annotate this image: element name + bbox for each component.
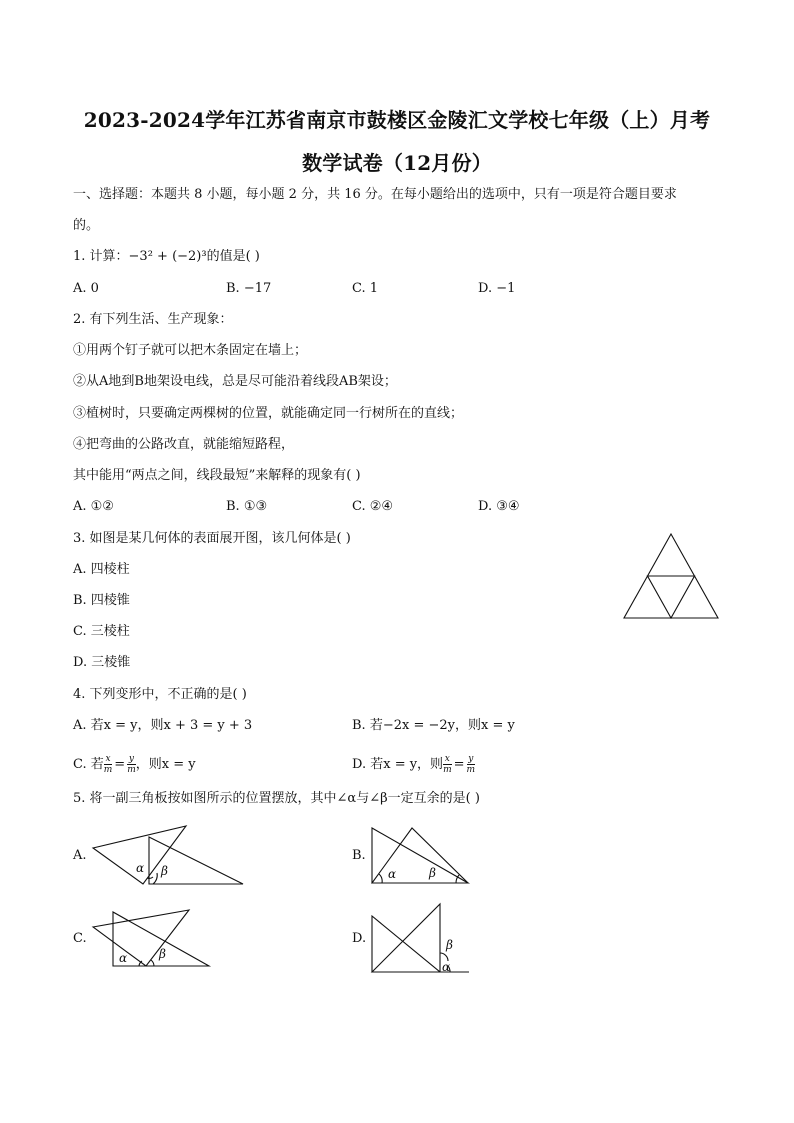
q4-option-d <box>352 754 475 775</box>
q3-option-a: A. 四棱柱 <box>73 562 130 577</box>
triangle-wide <box>93 910 189 966</box>
triangle-square-left <box>372 916 440 972</box>
q3-stem: 3. 如图是某几何体的表面展开图，该几何体是( ) <box>73 531 351 546</box>
q4-option-b: B. 若−2x = −2y，则x = y <box>352 718 515 733</box>
frac-numerator: x <box>105 754 111 764</box>
triangle-upright <box>93 826 186 884</box>
q1-option-d: D. −1 <box>478 281 516 296</box>
q4-d-prefix: D. 若x = y，则 <box>352 757 444 772</box>
beta-label: β <box>446 938 453 952</box>
q4-stem: 4. 下列变形中，不正确的是( ) <box>73 687 247 702</box>
beta-label: β <box>429 866 436 880</box>
q2-option-b: B. ①③ <box>226 499 268 514</box>
q1-option-a: A. 0 <box>73 281 99 296</box>
q4-option-c <box>73 754 196 775</box>
beta-label: β <box>159 947 166 961</box>
q2-option-a: A. ①② <box>73 499 114 514</box>
q2-option-c: C. ②④ <box>352 499 394 514</box>
q5-option-a-label: A. <box>73 848 87 863</box>
frac-equals: = <box>453 757 465 772</box>
q3-option-b: B. 四棱锥 <box>73 593 130 608</box>
paper-title-line2: 数学试卷（12月份） <box>302 151 492 175</box>
beta-label: β <box>161 864 168 878</box>
q2-stem: 2. 有下列生活、生产现象： <box>73 312 233 327</box>
alpha-label: α <box>136 861 145 875</box>
q4-c-fraction <box>104 754 113 775</box>
triangle-tall <box>372 904 440 972</box>
q4-d-fraction <box>443 754 452 775</box>
angle-arc-alpha <box>379 874 382 883</box>
alpha-label: α <box>388 867 397 881</box>
q5-figure-c <box>90 907 212 969</box>
frac-denominator: m <box>466 765 476 775</box>
frac-equals: = <box>114 757 126 772</box>
q4-d-fraction-2 <box>467 754 476 775</box>
q2-item-4: ④把弯曲的公路改直，就能缩短路程， <box>73 437 295 452</box>
q2-item-1: ①用两个钉子就可以把木条固定在墙上； <box>73 343 308 358</box>
frac-numerator: x <box>444 754 450 764</box>
q5-option-c-label: C. <box>73 931 87 946</box>
q3-net-figure <box>622 532 720 620</box>
q1-option-c: C. 1 <box>352 281 379 296</box>
frac-numerator: y <box>468 754 474 764</box>
q3-option-c: C. 三棱柱 <box>73 624 130 639</box>
frac-denominator: m <box>103 765 113 775</box>
q5-option-b-label: B. <box>352 848 366 863</box>
q1-option-b: B. −17 <box>226 281 272 296</box>
q4-c-prefix: C. 若 <box>73 757 104 772</box>
q2-item-3: ③植树时，只要确定两棵树的位置，就能确定同一行树所在的直线； <box>73 406 464 421</box>
frac-denominator: m <box>127 765 136 775</box>
q5-figure-a <box>90 824 246 886</box>
section-instruction-cont: 的。 <box>73 218 100 233</box>
q4-option-a: A. 若x = y，则x + 3 = y + 3 <box>73 718 253 733</box>
q5-stem: 5. 将一副三角板按如图所示的位置摆放，其中∠α与∠β一定互余的是( ) <box>73 791 480 806</box>
q4-c-fraction-2 <box>127 754 136 775</box>
q2-question: 其中能用“两点之间，线段最短”来解释的现象有( ) <box>73 468 361 483</box>
q2-item-2: ②从A地到B地架设电线，总是尽可能沿着线段AB架设； <box>73 374 397 389</box>
q5-option-d-label: D. <box>352 931 367 946</box>
section-instruction: 一、选择题：本题共 8 小题，每小题 2 分，共 16 分。在每小题给出的选项中，只有一项是符合题目要求 <box>73 187 677 202</box>
angle-arc-beta <box>153 873 157 884</box>
q1-stem: 1. 计算：−3² + (−2)³的值是( ) <box>73 249 260 264</box>
q5-figure-d <box>370 902 472 974</box>
alpha-label: α <box>442 960 451 974</box>
net-inner-triangle <box>648 576 695 618</box>
q5-figure-b <box>370 826 472 886</box>
angle-arc-beta <box>151 960 154 966</box>
q2-option-d: D. ③④ <box>478 499 520 514</box>
q4-c-suffix: ，则x = y <box>135 757 196 772</box>
q3-option-d: D. 三棱锥 <box>73 655 131 670</box>
alpha-label: α <box>119 951 128 965</box>
frac-denominator: m <box>443 765 452 775</box>
frac-numerator: y <box>128 754 135 764</box>
paper-title-line1: 2023-2024学年江苏省南京市鼓楼区金陵汇文学校七年级（上）月考 <box>83 108 711 132</box>
